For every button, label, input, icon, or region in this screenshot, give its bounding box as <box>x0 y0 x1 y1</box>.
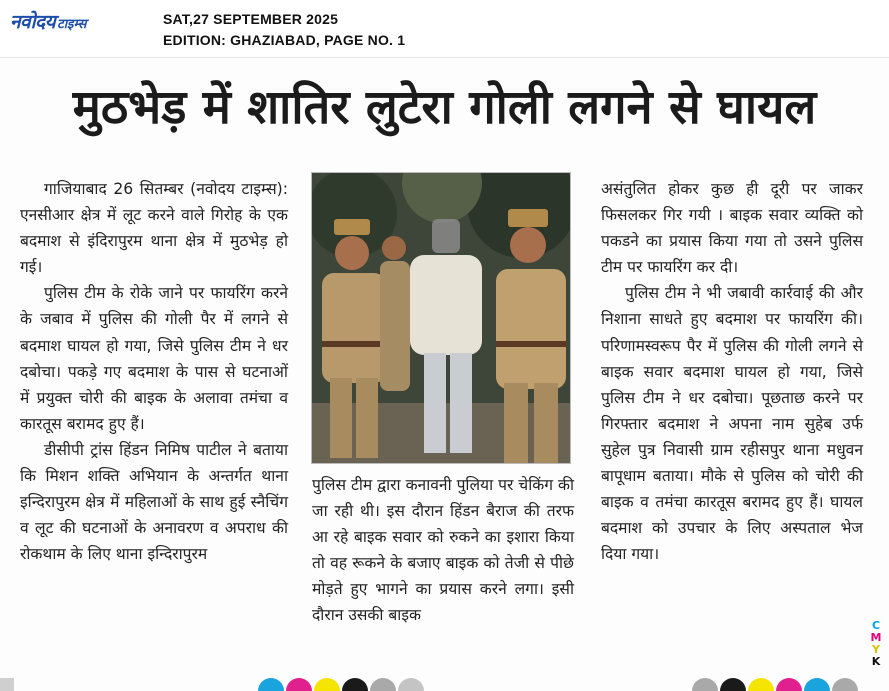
paragraph: असंतुलित होकर कुछ ही दूरी पर जाकर फिसलकर गिर गयी । बाइक सवार व्यक्ति को पकडने का प्रयास किया गया तो उसने पुलिस टीम पर फायरिंग कर दी। <box>601 180 863 277</box>
paragraph: पुलिस टीम द्वारा कनावनी पुलिया पर चेकिंग की जा रही थी। इस दौरान हिंडन बैराज की तरफ आ रहे बाइक सवार को रुकने का इशारा किया तो वह रूकने के बजाए बाइक को तेजी से पीछे मोड़ते हुए भागने का प्रयास करने लगा। इसी दौरान उसकी बाइक <box>312 476 574 625</box>
photo-illustration <box>312 173 571 464</box>
registration-dot <box>342 678 368 691</box>
paragraph: पुलिस टीम के रोके जाने पर फायरिंग करने के जबाव में पुलिस की गोली पैर में लगने से बदमाश घायल हो गया, जिसे पुलिस टीम ने धर दबोचा। पकड़े गए बदमाश के पास से घटनाओं में प्रयुक्त चोरी की बाइक के अलावा तमंचा व कारतूस बरामद हुए हैं। <box>20 284 288 433</box>
registration-dot <box>692 678 718 691</box>
registration-dot <box>286 678 312 691</box>
edition-info <box>163 9 405 51</box>
registration-dot <box>314 678 340 691</box>
issue-date: SAT,27 SEPTEMBER 2025 <box>163 11 339 27</box>
cmyk-letter: K <box>871 655 881 668</box>
article-column-middle <box>312 472 574 629</box>
registration-dot <box>804 678 830 691</box>
registration-dot <box>258 678 284 691</box>
article-column-right <box>601 176 863 567</box>
cmyk-mark <box>869 620 883 668</box>
newspaper-logo[interactable] <box>10 8 86 34</box>
cmyk-letter: C <box>871 619 881 632</box>
registration-dot <box>398 678 424 691</box>
newspaper-page <box>0 58 889 691</box>
logo-sub-text: टाइम्स <box>57 17 87 32</box>
article-headline: मुठभेड़ में शातिर लुटेरा गोली लगने से घायल <box>72 80 817 135</box>
registration-dot <box>832 678 858 691</box>
paragraph: डीसीपी ट्रांस हिंडन निमिष पाटील ने बताया कि मिशन शक्ति अभियान के अन्तर्गत थाना इन्दिरापुरम क्षेत्र में महिलाओं के साथ हुई स्नैचिंग व लूट की घटनाओं के अनावरण व अपराध की रोकथाम के लिए थाना इन्दिरापुरम <box>20 440 288 564</box>
registration-dot <box>720 678 746 691</box>
registration-dot <box>748 678 774 691</box>
registration-dot <box>370 678 396 691</box>
cmyk-letter: Y <box>872 643 880 656</box>
news-photo <box>311 172 571 464</box>
paragraph: पुलिस टीम ने भी जबावी कार्रवाई की और निशाना साधते हुए बदमाश पर फायरिंग की। परिणामस्वरूप पैर में पुलिस की गोली लगने से बाइक सवार बदमाश घायल हो गया, जिसे पुलिस टीम ने धर दबोचा। पूछताछ करने पर गिरफ्तार बदमाश ने अपना नाम सुहेब उर्फ सुहेल पुत्र निवासी ग्राम रहीसपुर थाना मधुवन बापूधाम बताया। मौके से पुलिस को चोरी की बाइक व तमंचा कारतूस बरामद हुए हैं। घायल बदमाश को उपचार के लिए अस्पताल भेज दिया गया। <box>601 284 863 564</box>
cmyk-letter: M <box>870 631 882 644</box>
registration-color-bar <box>0 676 889 691</box>
registration-dot <box>776 678 802 691</box>
paragraph: गाजियाबाद 26 सितम्बर (नवोदय टाइम्स): एनसीआर क्षेत्र में लूट करने वाले गिरोह के एक बदमाश से इंदिरापुरम थाना क्षेत्र में मुठभेड़ हो गई। <box>20 180 288 277</box>
masthead <box>0 0 889 58</box>
edition-page: EDITION: GHAZIABAD, PAGE NO. 1 <box>163 32 406 48</box>
article-column-left <box>20 176 288 567</box>
logo-main-text: नवोदय <box>10 11 56 33</box>
